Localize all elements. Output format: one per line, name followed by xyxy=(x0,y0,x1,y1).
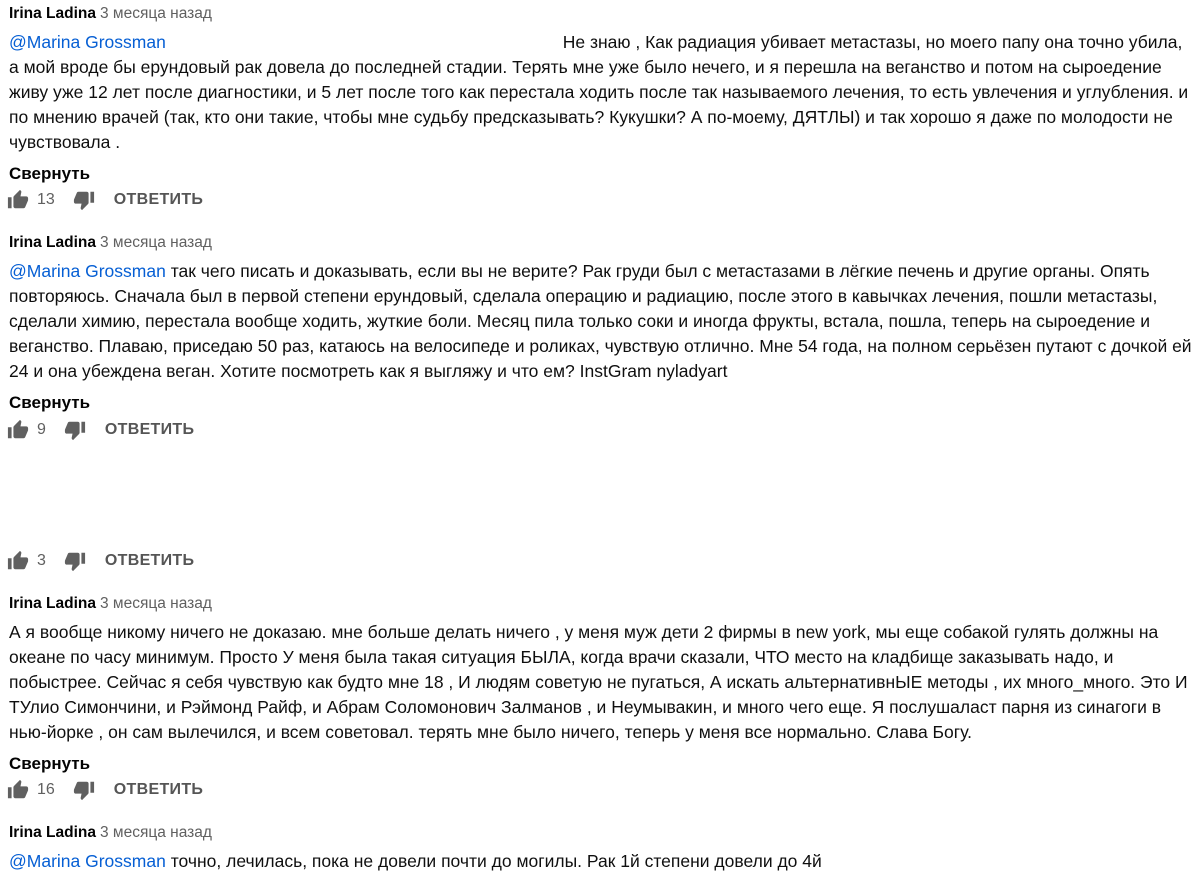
thumb-up-icon[interactable] xyxy=(7,189,29,211)
comment-5 xyxy=(9,823,1194,874)
like-count: 9 xyxy=(37,421,46,438)
thumb-up-icon[interactable] xyxy=(7,779,29,801)
comment-body: так чего писать и доказывать, если вы не верите? Рак груди был с метастазами в лёгкие печень и другие органы. Опять повторяюсь. Сначала был в первой степени ерундовый, сделала операцию и радиацию, после этого в кавычках лечения, пошли метастазы, сделали химию, перестала вообще ходить, жуткие боли. Месяц пила только соки и иногда фрукты, встала, пошла, теперь на сыроедение и веганство. Плаваю, приседаю 50 раз, катаюсь на велосипеде и роликах, чувствую отлично. Мне 54 года, на полном серьёзен путают с дочкой ей 24 и она убеждена веган. Хотите посмотреть как я выгляжу и что ем? InstGram nyladyart xyxy=(9,261,1192,381)
reply-button[interactable]: ОТВЕТИТЬ xyxy=(113,191,204,208)
comment-time[interactable]: 3 месяца назад xyxy=(100,824,212,841)
comment-body: точно, лечилась, пока не довели почти до могилы. Рак 1й степени довели до 4й xyxy=(170,851,822,871)
mention-link[interactable]: @Marina Grossman xyxy=(9,32,166,52)
reply-button[interactable]: ОТВЕТИТЬ xyxy=(104,421,195,438)
reply-button[interactable]: ОТВЕТИТЬ xyxy=(113,781,204,798)
comment-author[interactable]: Irina Ladina xyxy=(9,595,96,612)
thumb-down-icon[interactable] xyxy=(64,550,86,572)
comment-actions xyxy=(7,778,203,802)
comment-header xyxy=(9,4,1194,24)
comment-actions xyxy=(7,188,203,212)
comment-text xyxy=(9,259,1194,384)
comment-text xyxy=(9,30,1194,155)
comment-time[interactable]: 3 месяца назад xyxy=(100,234,212,251)
thumb-down-icon[interactable] xyxy=(73,189,95,211)
like-count: 3 xyxy=(37,552,46,569)
thumb-down-icon[interactable] xyxy=(73,779,95,801)
comment-4 xyxy=(9,594,1194,775)
comment-text xyxy=(9,620,1194,745)
comment-author[interactable]: Irina Ladina xyxy=(9,824,96,841)
comment-author[interactable]: Irina Ladina xyxy=(9,5,96,22)
comment-1 xyxy=(9,4,1194,185)
comment-actions xyxy=(7,549,194,573)
comment-2 xyxy=(9,233,1194,414)
comment-header xyxy=(9,594,1194,614)
collapse-button[interactable]: Свернуть xyxy=(9,393,91,412)
comment-time[interactable]: 3 месяца назад xyxy=(100,5,212,22)
mention-link[interactable]: @Marina Grossman xyxy=(9,261,166,281)
collapse-button[interactable]: Свернуть xyxy=(9,754,91,773)
redacted-area xyxy=(166,34,558,52)
comment-actions xyxy=(7,418,194,442)
comment-author[interactable]: Irina Ladina xyxy=(9,234,96,251)
comment-text xyxy=(9,849,1194,874)
thumb-up-icon[interactable] xyxy=(7,419,29,441)
comment-header xyxy=(9,823,1194,843)
mention-link[interactable]: @Marina Grossman xyxy=(9,851,166,871)
collapse-button[interactable]: Свернуть xyxy=(9,164,91,183)
reply-button[interactable]: ОТВЕТИТЬ xyxy=(104,552,195,569)
like-count: 13 xyxy=(37,191,55,208)
thumb-down-icon[interactable] xyxy=(64,419,86,441)
thumb-up-icon[interactable] xyxy=(7,550,29,572)
like-count: 16 xyxy=(37,781,55,798)
comment-time[interactable]: 3 месяца назад xyxy=(100,595,212,612)
comment-header xyxy=(9,233,1194,253)
comment-body: А я вообще никому ничего не доказаю. мне больше делать ничего , у меня муж дети 2 фирмы в new york, мы еще собакой гулять должны на океане по часу минимум. Просто У меня была такая ситуация БЫЛА, когда врачи сказали, ЧТО место на кладбище заказывать надо, и побыстрее. Сейчас я себя чувствую как будто мне 18 , И людям советую не пугаться, А искать альтернативнЫЕ методы , их много_много. Это И ТУлио Симончини, и Рэймонд Райф, и Абрам Соломонович Залманов , и Неумывакин, и много чего еще. Я послушаласт парня из синагоги в нью-йорке , он сам вылечился, и всем советовал. терять мне было ничего, теперь у меня все нормально. Слава Богу. xyxy=(9,622,1188,742)
comment-body: Не знаю , Как радиация убивает метастазы, но моего папу она точно убила, а мой вроде бы ерундовый рак довела до последней стадии. Терять мне уже было нечего, и я перешла на веганство и потом на сыроедение живу уже 12 лет после диагностики, и 5 лет после того как перестала ходить после так называемого лечения, то есть увлечения и углубления. и по мнению врачей (так, кто они такие, чтобы мне судьбу предсказывать? Кукушки? А по-моему, ДЯТЛЫ) и так хорошо я даже по молодости не чувствовала . xyxy=(9,32,1189,152)
